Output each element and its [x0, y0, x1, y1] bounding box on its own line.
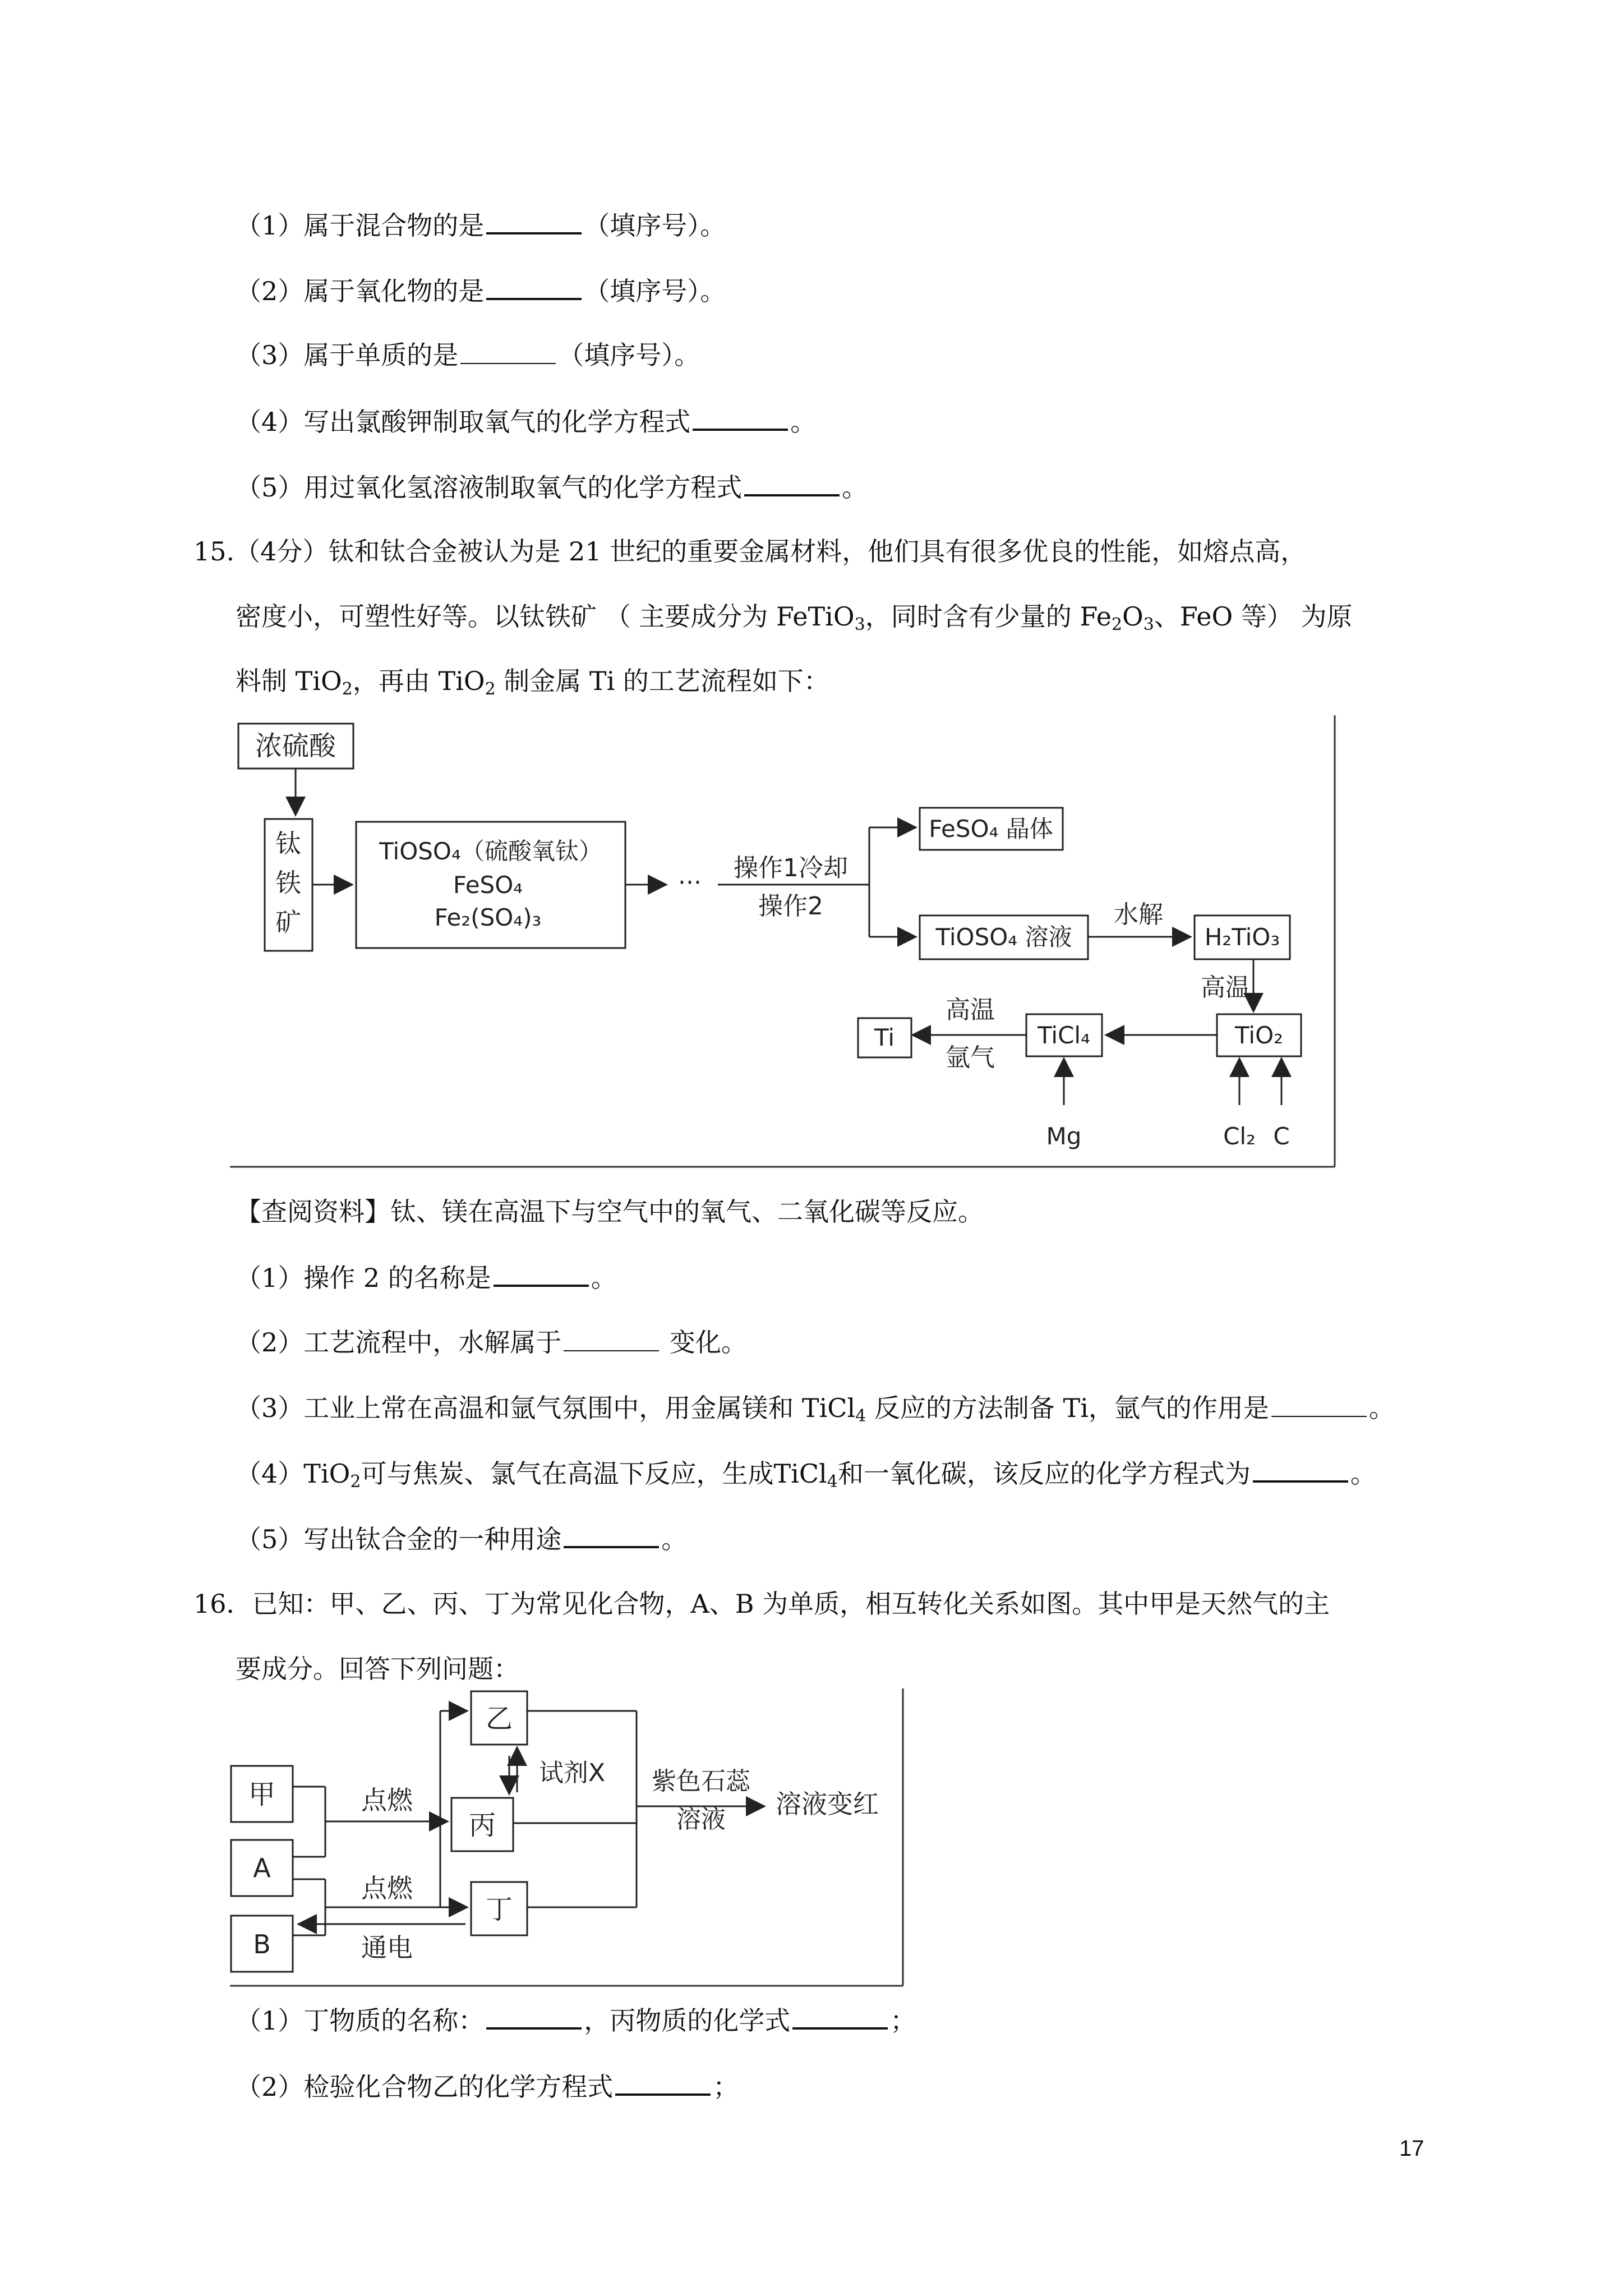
yi-label: 乙 [485, 1703, 513, 1734]
ignite-label-1: 点燃 [361, 1785, 413, 1815]
ore-char-1: 钛 [275, 829, 301, 859]
page-number: 17 [1399, 2136, 1424, 2161]
reagent-x-label: 试剂X [538, 1759, 606, 1787]
q15-stem-line2: 密度小，可塑性好等。以钛铁矿 （ 主要成分为 FeTiO$_3$，同时含有少量的 $Fe_2O_3$、FeO 等） 为原 [236, 601, 1353, 634]
argon-label: 氩气 [946, 1043, 995, 1072]
mixture-line-1: TiOSO₄（硫酸氧钛） [379, 838, 602, 865]
solution-label: TiOSO₄ 溶液 [935, 923, 1072, 951]
high-temp-label-1: 高温 [1201, 973, 1250, 1002]
b-label: B [253, 1929, 271, 1959]
a-label: A [253, 1853, 271, 1883]
answer-blank[interactable] [615, 2069, 711, 2096]
process-flow-diagram [224, 712, 1346, 1178]
ticl4-label: TiCl₄ [1038, 1022, 1090, 1049]
q15-item-4: （4）TiO$_2$可与焦炭、氯气在高温下反应，生成TiCl$_4$和一氧化碳，该反应的化学方程式为 。 [236, 1456, 1376, 1499]
answer-blank[interactable] [693, 404, 788, 431]
h2tio3-label: H₂TiO₃ [1204, 923, 1280, 951]
q15-item-5: （5）写出钛合金的一种用途 。 [236, 1521, 687, 1556]
mg-label: Mg [1046, 1122, 1082, 1150]
result-label: 溶液变红 [776, 1789, 879, 1819]
q15-item-2: （2）工艺流程中，水解属于 变化。 [236, 1326, 747, 1359]
q14-item-1: （1）属于混合物的是 （填序号）。 [236, 208, 726, 242]
mixture-line-2: FeSO₄ [453, 871, 523, 899]
high-temp-label-2: 高温 [946, 996, 995, 1024]
answer-blank[interactable] [460, 338, 556, 364]
answer-blank[interactable] [744, 470, 840, 496]
q15-item-3: （3）工业上常在高温和氩气氛围中，用金属镁和 TiCl$_4$ 反应的方法制备 Ti，氩气的作用是 。 [236, 1391, 1395, 1433]
q15-stem-line1: 15.（4分）钛和钛合金被认为是 21 世纪的重要金属材料，他们具有很多优良的性能，如熔点高， [193, 536, 1307, 567]
q15-item-1: （1）操作 2 的名称是 。 [236, 1260, 617, 1295]
crystal-label: FeSO₄ 晶体 [929, 815, 1053, 843]
q14-item-2: （2）属于氧化物的是 （填序号）。 [236, 273, 726, 308]
q16-stem-line1: 16．已知：甲、乙、丙、丁为常见化合物，A、B 为单质，相互转化关系如图。其中甲是天然气的主 [193, 1589, 1330, 1619]
litmus-label-1: 紫色石蕊 [652, 1767, 750, 1796]
answer-blank[interactable] [494, 1260, 589, 1287]
acid-label: 浓硫酸 [255, 730, 336, 762]
cl2-label: Cl₂ [1223, 1122, 1256, 1150]
q16-item-2: （2）检验化合物乙的化学方程式 ； [236, 2069, 739, 2104]
mixture-line-3: Fe₂(SO₄)₃ [434, 904, 542, 931]
ellipsis: ··· [678, 868, 702, 897]
ignite-label-2: 点燃 [361, 1873, 413, 1903]
q16-item-1: （1）丁物质的名称： ，丙物质的化学式 ； [236, 2003, 916, 2037]
electrolysis-label: 通电 [361, 1932, 413, 1963]
q14-item-4: （4）写出氯酸钾制取氧气的化学方程式 。 [236, 404, 816, 439]
answer-blank[interactable] [1253, 1456, 1348, 1483]
litmus-label-2: 溶液 [676, 1805, 726, 1834]
bing-label: 丙 [468, 1810, 496, 1841]
answer-blank[interactable] [792, 2003, 888, 2030]
q15-stem-line3: 料制 TiO$_2$，再由 TiO$_2$ 制金属 Ti 的工艺流程如下： [236, 666, 829, 699]
q15-reference: 【查阅资料】钛、镁在高温下与空气中的氧气、二氧化碳等反应。 [236, 1197, 984, 1227]
jia-label: 甲 [248, 1779, 276, 1810]
ding-label: 丁 [485, 1894, 513, 1925]
ore-char-2: 铁 [275, 868, 301, 898]
relation-diagram [224, 1688, 914, 1997]
ore-char-3: 矿 [275, 907, 301, 937]
answer-blank[interactable] [1271, 1391, 1367, 1417]
answer-blank[interactable] [486, 208, 582, 234]
answer-blank[interactable] [564, 1326, 659, 1351]
hydrolysis-label: 水解 [1114, 900, 1163, 929]
ti-label: Ti [874, 1024, 895, 1051]
q14-item-3: （3）属于单质的是 （填序号）。 [236, 338, 700, 372]
operation-2-label: 操作2 [758, 892, 823, 921]
answer-blank[interactable] [564, 1521, 659, 1548]
tio2-label: TiO₂ [1235, 1022, 1283, 1049]
q16-stem-line2: 要成分。回答下列问题： [236, 1654, 519, 1684]
answer-blank[interactable] [486, 273, 582, 300]
answer-blank[interactable] [486, 2003, 582, 2030]
operation-1-label: 操作1冷却 [734, 854, 848, 882]
carbon-label: C [1273, 1122, 1290, 1150]
q14-item-5: （5）用过氧化氢溶液制取氧气的化学方程式 。 [236, 470, 868, 504]
